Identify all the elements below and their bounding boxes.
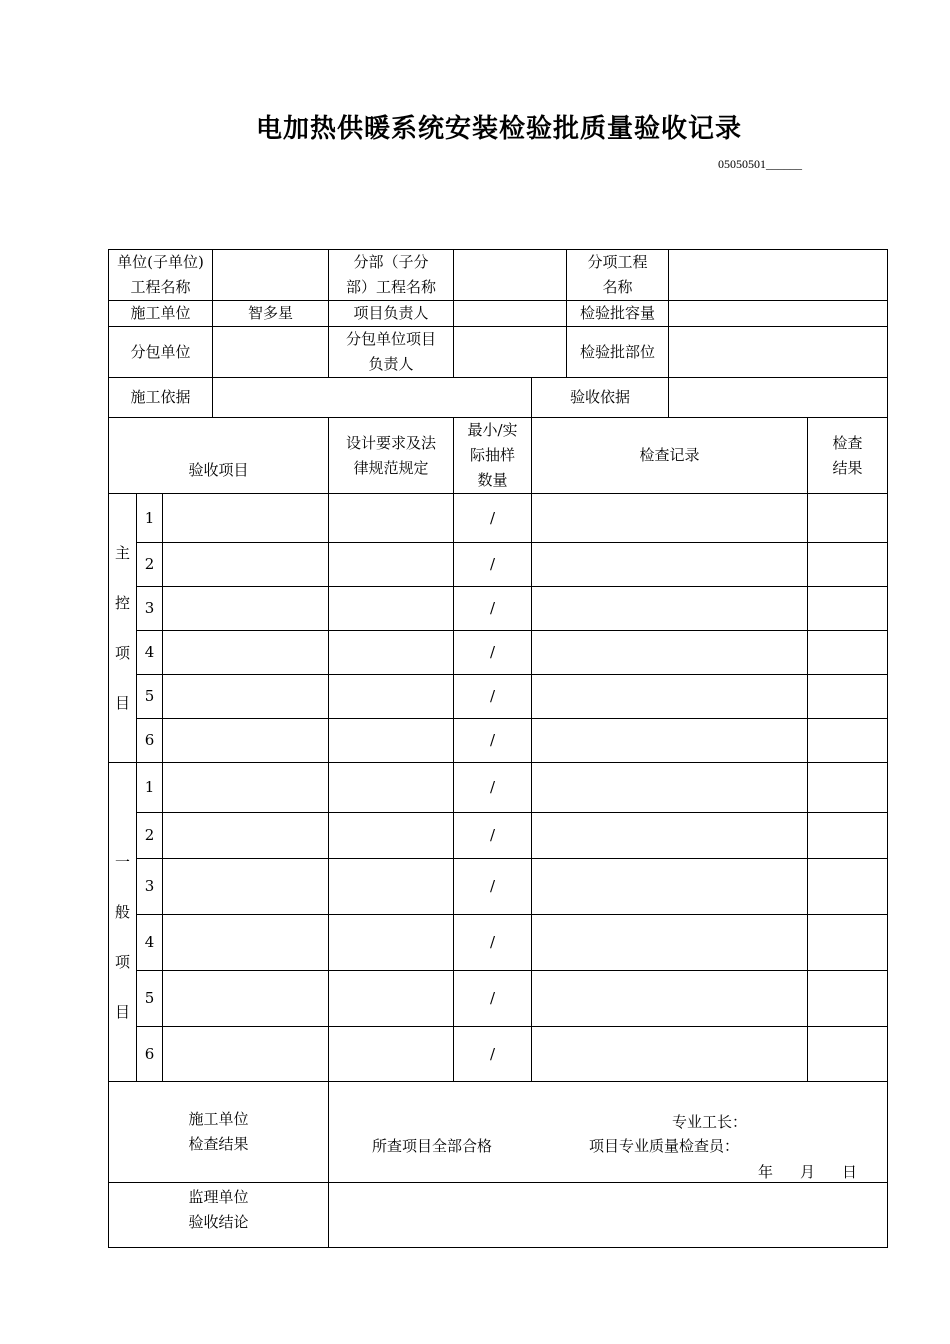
batch-capacity-label: 检验批容量 xyxy=(567,301,669,327)
sub-pm-field[interactable] xyxy=(454,327,567,378)
main-control-char: 目 xyxy=(114,694,130,712)
acceptance-record-table xyxy=(108,249,888,1248)
record-cell[interactable] xyxy=(532,494,808,543)
sample-cell[interactable]: / xyxy=(454,494,532,543)
result-cell[interactable] xyxy=(808,971,888,1027)
item-cell[interactable] xyxy=(163,719,329,763)
col-header-design xyxy=(329,418,454,494)
design-cell[interactable] xyxy=(329,813,454,859)
result-cell[interactable] xyxy=(808,719,888,763)
contractor-field[interactable]: 智多星 xyxy=(213,301,329,327)
result-cell[interactable] xyxy=(808,587,888,631)
col-header-item: 验收项目 xyxy=(109,418,329,494)
sample-cell[interactable]: / xyxy=(454,587,532,631)
main-control-char: 控 xyxy=(114,594,130,612)
subitem-label-line2: 名称 xyxy=(602,278,633,296)
row-number: 3 xyxy=(137,587,163,631)
form-code: 05050501______ xyxy=(718,157,802,171)
subdivision-field[interactable] xyxy=(454,250,567,301)
construction-check-field[interactable] xyxy=(329,1082,888,1183)
subitem-label xyxy=(567,250,669,301)
general-char: 目 xyxy=(114,1003,130,1021)
form-title: 电加热供暖系统安装检验批质量验收记录 xyxy=(255,114,742,144)
col-header-record: 检查记录 xyxy=(532,418,808,494)
item-cell[interactable] xyxy=(163,587,329,631)
batch-capacity-field[interactable] xyxy=(669,301,888,327)
row-number: 1 xyxy=(137,494,163,543)
result-cell[interactable] xyxy=(808,675,888,719)
supervision-field[interactable] xyxy=(329,1183,888,1248)
result-cell[interactable] xyxy=(808,1027,888,1082)
item-cell[interactable] xyxy=(163,971,329,1027)
result-cell[interactable] xyxy=(808,813,888,859)
construction-check-label-line1: 施工单位 xyxy=(188,1110,249,1128)
project-manager-label: 项目负责人 xyxy=(329,301,454,327)
result-cell[interactable] xyxy=(808,494,888,543)
subitem-field[interactable] xyxy=(669,250,888,301)
row-number: 2 xyxy=(137,543,163,587)
result-cell[interactable] xyxy=(808,631,888,675)
result-cell[interactable] xyxy=(808,543,888,587)
design-cell[interactable] xyxy=(329,631,454,675)
row-number: 2 xyxy=(137,813,163,859)
item-cell[interactable] xyxy=(163,675,329,719)
record-cell[interactable] xyxy=(532,587,808,631)
acceptance-basis-label: 验收依据 xyxy=(532,378,669,418)
design-cell[interactable] xyxy=(329,543,454,587)
col-header-result xyxy=(808,418,888,494)
row-number: 3 xyxy=(137,859,163,915)
sub-pm-label-line2: 负责人 xyxy=(368,355,414,373)
record-cell[interactable] xyxy=(532,813,808,859)
sample-cell[interactable]: / xyxy=(454,675,532,719)
subcontractor-label: 分包单位 xyxy=(109,327,213,378)
sample-cell[interactable]: / xyxy=(454,915,532,971)
batch-location-label: 检验批部位 xyxy=(567,327,669,378)
row-number: 5 xyxy=(137,971,163,1027)
design-cell[interactable] xyxy=(329,675,454,719)
general-char: 项 xyxy=(114,953,130,971)
main-control-char: 主 xyxy=(114,544,130,562)
sample-cell[interactable]: / xyxy=(454,631,532,675)
construction-basis-field[interactable] xyxy=(213,378,532,418)
item-cell[interactable] xyxy=(163,763,329,813)
sample-cell[interactable]: / xyxy=(454,719,532,763)
result-cell[interactable] xyxy=(808,859,888,915)
record-cell[interactable] xyxy=(532,1027,808,1082)
col-header-sample-line1: 最小/实 xyxy=(467,421,518,439)
item-cell[interactable] xyxy=(163,1027,329,1082)
record-cell[interactable] xyxy=(532,971,808,1027)
col-header-sample xyxy=(454,418,532,494)
item-cell[interactable] xyxy=(163,813,329,859)
sample-cell[interactable]: / xyxy=(454,543,532,587)
foreman-label: 专业工长： xyxy=(672,1112,748,1131)
design-cell[interactable] xyxy=(329,915,454,971)
col-header-sample-line2: 际抽样 xyxy=(470,446,516,464)
item-cell[interactable] xyxy=(163,494,329,543)
project-manager-field[interactable] xyxy=(454,301,567,327)
main-control-label xyxy=(109,494,137,763)
record-cell[interactable] xyxy=(532,675,808,719)
record-cell[interactable] xyxy=(532,543,808,587)
supervision-label-line1: 监理单位 xyxy=(188,1188,249,1206)
subdivision-label-line1: 分部（子分 xyxy=(353,253,429,271)
record-cell[interactable] xyxy=(532,915,808,971)
col-header-design-line2: 律规范规定 xyxy=(353,458,429,477)
row-number: 6 xyxy=(137,719,163,763)
row-number: 4 xyxy=(137,631,163,675)
col-header-result-line1: 检查 xyxy=(832,433,863,452)
unit-name-label-line2: 工程名称 xyxy=(130,278,191,296)
design-cell[interactable] xyxy=(329,719,454,763)
col-header-design-line1: 设计要求及法 xyxy=(346,433,437,452)
sample-cell[interactable]: / xyxy=(454,859,532,915)
supervision-label xyxy=(109,1183,329,1248)
col-header-sample-line3: 数量 xyxy=(477,471,508,489)
unit-name-label xyxy=(109,250,213,301)
date-day: 日 xyxy=(842,1162,858,1181)
construction-check-label xyxy=(109,1082,329,1183)
acceptance-basis-field[interactable] xyxy=(669,378,888,418)
col-header-result-line2: 结果 xyxy=(832,458,863,477)
sample-cell[interactable]: / xyxy=(454,763,532,813)
design-cell[interactable] xyxy=(329,587,454,631)
record-cell[interactable] xyxy=(532,719,808,763)
item-cell[interactable] xyxy=(163,631,329,675)
sub-pm-label-line1: 分包单位项目 xyxy=(346,330,437,348)
sub-pm-label xyxy=(329,327,454,378)
contractor-label: 施工单位 xyxy=(109,301,213,327)
result-cell[interactable] xyxy=(808,915,888,971)
row-number: 5 xyxy=(137,675,163,719)
row-number: 1 xyxy=(137,763,163,813)
unit-name-field[interactable] xyxy=(213,250,329,301)
result-cell[interactable] xyxy=(808,763,888,813)
supervision-label-line2: 验收结论 xyxy=(188,1213,249,1231)
design-cell[interactable] xyxy=(329,1027,454,1082)
subdivision-label-line2: 部）工程名称 xyxy=(346,278,437,296)
sample-cell[interactable]: / xyxy=(454,971,532,1027)
row-number: 4 xyxy=(137,915,163,971)
record-cell[interactable] xyxy=(532,763,808,813)
general-label xyxy=(109,763,137,1082)
main-control-char: 项 xyxy=(114,644,130,662)
inspector-label: 项目专业质量检查员： xyxy=(589,1136,740,1155)
subcontractor-field[interactable] xyxy=(213,327,329,378)
unit-name-label-line1: 单位(子单位) xyxy=(117,253,204,271)
design-cell[interactable] xyxy=(329,494,454,543)
design-cell[interactable] xyxy=(329,763,454,813)
item-cell[interactable] xyxy=(163,859,329,915)
record-cell[interactable] xyxy=(532,631,808,675)
item-cell[interactable] xyxy=(163,915,329,971)
item-cell[interactable] xyxy=(163,543,329,587)
date-year: 年 xyxy=(758,1162,774,1181)
sample-cell[interactable]: / xyxy=(454,813,532,859)
subitem-label-line1: 分项工程 xyxy=(587,253,648,271)
record-cell[interactable] xyxy=(532,859,808,915)
subdivision-label xyxy=(329,250,454,301)
sample-cell[interactable]: / xyxy=(454,1027,532,1082)
construction-check-label-line2: 检查结果 xyxy=(188,1135,249,1153)
date-month: 月 xyxy=(800,1162,816,1181)
check-result-text: 所查项目全部合格 xyxy=(372,1136,493,1155)
row-number: 6 xyxy=(137,1027,163,1082)
batch-location-field[interactable] xyxy=(669,327,888,378)
construction-basis-label: 施工依据 xyxy=(109,378,213,418)
design-cell[interactable] xyxy=(329,859,454,915)
general-char: 一 xyxy=(114,853,130,871)
general-char: 般 xyxy=(114,903,130,921)
design-cell[interactable] xyxy=(329,971,454,1027)
